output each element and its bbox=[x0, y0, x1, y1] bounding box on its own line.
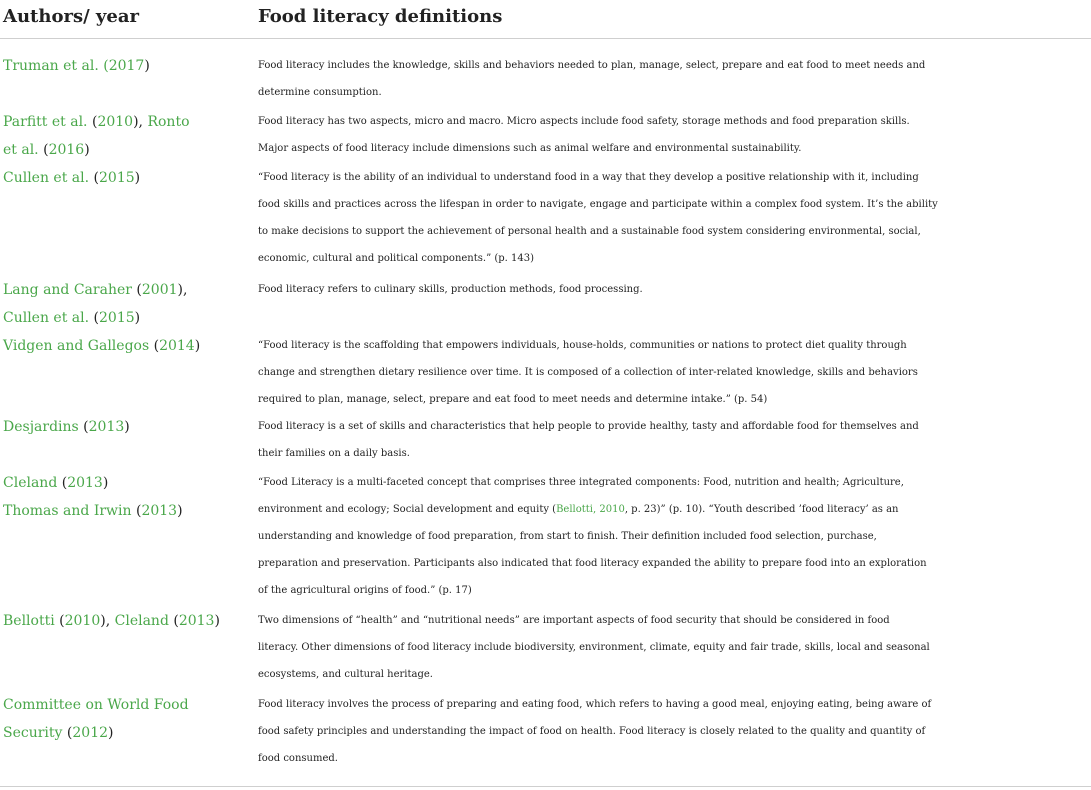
definition-line: ecosystems, and cultural heritage. bbox=[258, 669, 433, 680]
definition-line: required to plan, manage, select, prepare and eat food to meet needs and determine intake.” (p. 54) bbox=[258, 394, 768, 405]
definition-line bbox=[258, 550, 1088, 577]
citation-link[interactable]: 2010 bbox=[64, 613, 101, 629]
citation-text: ( bbox=[168, 613, 179, 629]
citation-text: ( bbox=[57, 475, 68, 491]
citation-link[interactable]: Thomas and Irwin bbox=[3, 503, 132, 519]
definition-line bbox=[258, 523, 1088, 550]
definition-line: food skills and practices across the lifespan in order to navigate, engage and participate within a complex food system. It’s the ability bbox=[258, 199, 938, 210]
citation-text: ), bbox=[177, 282, 188, 298]
citation-link[interactable]: 2013 bbox=[141, 503, 178, 519]
author-cell bbox=[3, 691, 233, 747]
definition-cell bbox=[258, 607, 1088, 688]
citation-link[interactable]: 2014 bbox=[159, 338, 195, 354]
citation-link[interactable]: Bellotti, 2010 bbox=[556, 504, 625, 515]
definition-cell bbox=[258, 108, 1088, 162]
citation-link[interactable]: 2012 bbox=[72, 725, 109, 741]
definition-line: determine consumption. bbox=[258, 87, 382, 98]
citation-link[interactable]: Truman et al. ( bbox=[3, 58, 109, 74]
citation-link[interactable]: Cullen et al. bbox=[3, 310, 90, 326]
citation-link[interactable]: 2015 bbox=[99, 170, 135, 186]
citation-text: ) bbox=[124, 419, 130, 435]
citation-text: ( bbox=[78, 419, 89, 435]
author-line bbox=[3, 469, 233, 497]
author-cell bbox=[3, 469, 233, 525]
citation-link[interactable]: 2017 bbox=[108, 58, 145, 74]
definition-cell bbox=[258, 332, 1088, 413]
citation-text: ) bbox=[134, 170, 141, 186]
citation-text: ( bbox=[149, 338, 160, 354]
definition-cell bbox=[258, 413, 1088, 467]
definition-line: to make decisions to support the achievement of personal health and a sustainable food system considering environmental, social, bbox=[258, 226, 921, 237]
citation-link[interactable]: 2013 bbox=[67, 475, 103, 491]
citation-link[interactable]: 2001 bbox=[141, 282, 178, 298]
column-header-authors: Authors/ year bbox=[3, 6, 139, 27]
author-line bbox=[3, 332, 233, 360]
citation-text: of the agricultural origins of food.” (p. 17) bbox=[258, 585, 472, 596]
column-header-definitions: Food literacy definitions bbox=[258, 6, 503, 27]
citation-text: ) bbox=[144, 58, 150, 74]
citation-text: environment and ecology; Social development and equity ( bbox=[258, 504, 557, 515]
citation-link[interactable]: Lang and Caraher bbox=[3, 282, 132, 298]
definition-line: Food literacy involves the process of preparing and eating food, which refers to having a good meal, enjoying eating, being aware of bbox=[258, 699, 932, 710]
citation-link[interactable]: et al. bbox=[3, 142, 39, 158]
definition-line: Food literacy is a set of skills and characteristics that help people to provide healthy, tasty and affordable food for themselves and bbox=[258, 421, 919, 432]
author-cell bbox=[3, 52, 233, 80]
citation-link[interactable]: 2010 bbox=[97, 114, 134, 130]
citation-link[interactable]: Cleland bbox=[114, 613, 169, 629]
citation-link[interactable]: 2015 bbox=[99, 310, 135, 326]
author-line bbox=[3, 136, 233, 164]
author-cell bbox=[3, 332, 233, 360]
definition-line: Food literacy refers to culinary skills, production methods, food processing. bbox=[258, 284, 643, 295]
citation-text: , p. 23)” (p. 10). “Youth described ’food literacy’ as an bbox=[624, 504, 899, 515]
definition-line: Major aspects of food literacy include dimensions such as animal welfare and environmental sustainability. bbox=[258, 143, 802, 154]
citation-text: ) bbox=[177, 503, 183, 519]
author-line bbox=[3, 691, 233, 719]
citation-link[interactable]: Ronto bbox=[147, 114, 190, 130]
citation-text: “Food Literacy is a multi-faceted concept that comprises three integrated components: Food, nutrition and health; Agriculture, bbox=[258, 477, 904, 488]
citation-text: ( bbox=[89, 310, 99, 326]
definition-line: food safety principles and understanding the impact of food on health. Food literacy is closely related to the quality and quantity of bbox=[258, 726, 926, 737]
author-line bbox=[3, 52, 233, 80]
citation-link[interactable]: Vidgen and Gallegos bbox=[3, 338, 150, 354]
definition-line: economic, cultural and political components.” (p. 143) bbox=[258, 253, 535, 264]
definition-line: change and strengthen dietary resilience over time. It is composed of a collection of inter-related knowledge, skills and behaviors bbox=[258, 367, 918, 378]
author-line bbox=[3, 276, 233, 304]
definition-cell bbox=[258, 164, 1088, 272]
author-line bbox=[3, 108, 233, 136]
citation-text: ) bbox=[214, 613, 220, 629]
citation-text: preparation and preservation. Participants also indicated that food literacy expanded the ability to prepare food into an exploration bbox=[258, 558, 927, 569]
definition-cell bbox=[258, 469, 1088, 604]
citation-link[interactable]: Cleland bbox=[3, 475, 58, 491]
citation-link[interactable]: Desjardins bbox=[3, 419, 79, 435]
citation-link[interactable]: Bellotti bbox=[3, 613, 55, 629]
citation-link[interactable]: Committee on World Food bbox=[3, 697, 189, 713]
citation-text: ) bbox=[84, 142, 90, 158]
definition-line: food consumed. bbox=[258, 753, 338, 764]
author-line bbox=[3, 719, 233, 747]
author-cell bbox=[3, 607, 233, 635]
definition-line: Two dimensions of “health” and “nutritional needs” are important aspects of food security that should be considered in food bbox=[258, 615, 890, 626]
citation-text: ( bbox=[38, 142, 49, 158]
author-cell bbox=[3, 276, 233, 332]
definition-line: “Food literacy is the scaffolding that empowers individuals, house-holds, communities or nations to protect diet quality through bbox=[258, 340, 907, 351]
author-line bbox=[3, 497, 233, 525]
citation-text: ) bbox=[194, 338, 201, 354]
author-line bbox=[3, 413, 233, 441]
citation-text: ( bbox=[89, 170, 99, 186]
citation-link[interactable]: 2013 bbox=[88, 419, 125, 435]
definition-cell bbox=[258, 691, 1088, 772]
citation-link[interactable]: Parfitt et al. bbox=[3, 114, 88, 130]
definition-line bbox=[258, 496, 1088, 523]
citation-text: ), bbox=[100, 613, 115, 629]
author-cell bbox=[3, 108, 233, 164]
citation-text: ( bbox=[54, 613, 65, 629]
definition-line bbox=[258, 577, 1088, 604]
author-line bbox=[3, 304, 233, 332]
author-line bbox=[3, 607, 233, 635]
author-cell bbox=[3, 164, 233, 192]
citation-text: ( bbox=[131, 282, 142, 298]
citation-link[interactable]: 2016 bbox=[48, 142, 85, 158]
author-cell bbox=[3, 413, 233, 441]
citation-text: ( bbox=[62, 725, 73, 741]
citation-text: ) bbox=[108, 725, 114, 741]
definition-cell bbox=[258, 52, 1088, 106]
table-bottom-rule bbox=[0, 786, 1091, 787]
citation-text: ( bbox=[87, 114, 98, 130]
definition-line: “Food literacy is the ability of an individual to understand food in a way that they develop a positive relationship with it, including bbox=[258, 172, 919, 183]
citation-link[interactable]: Security bbox=[3, 725, 63, 741]
citation-link[interactable]: 2013 bbox=[178, 613, 215, 629]
table-header bbox=[0, 0, 1091, 39]
definition-line: Food literacy has two aspects, micro and macro. Micro aspects include food safety, storage methods and food preparation skills. bbox=[258, 116, 910, 127]
citation-text: ), bbox=[133, 114, 148, 130]
citation-text: understanding and knowledge of food preparation, from start to finish. Their definition included food selection, purchase, bbox=[258, 531, 877, 542]
author-line bbox=[3, 164, 233, 192]
definition-cell bbox=[258, 276, 1088, 303]
definition-line bbox=[258, 469, 1088, 496]
citation-link[interactable]: Cullen et al. bbox=[3, 170, 90, 186]
citation-text: ( bbox=[131, 503, 142, 519]
definition-line: literacy. Other dimensions of food literacy include biodiversity, environment, climate, equity and fair trade, skills, local and seasonal bbox=[258, 642, 930, 653]
citation-text: ) bbox=[102, 475, 109, 491]
definition-line: Food literacy includes the knowledge, skills and behaviors needed to plan, manage, select, prepare and eat food to meet needs and bbox=[258, 60, 926, 71]
definition-line: their families on a daily basis. bbox=[258, 448, 410, 459]
citation-text: ) bbox=[134, 310, 141, 326]
